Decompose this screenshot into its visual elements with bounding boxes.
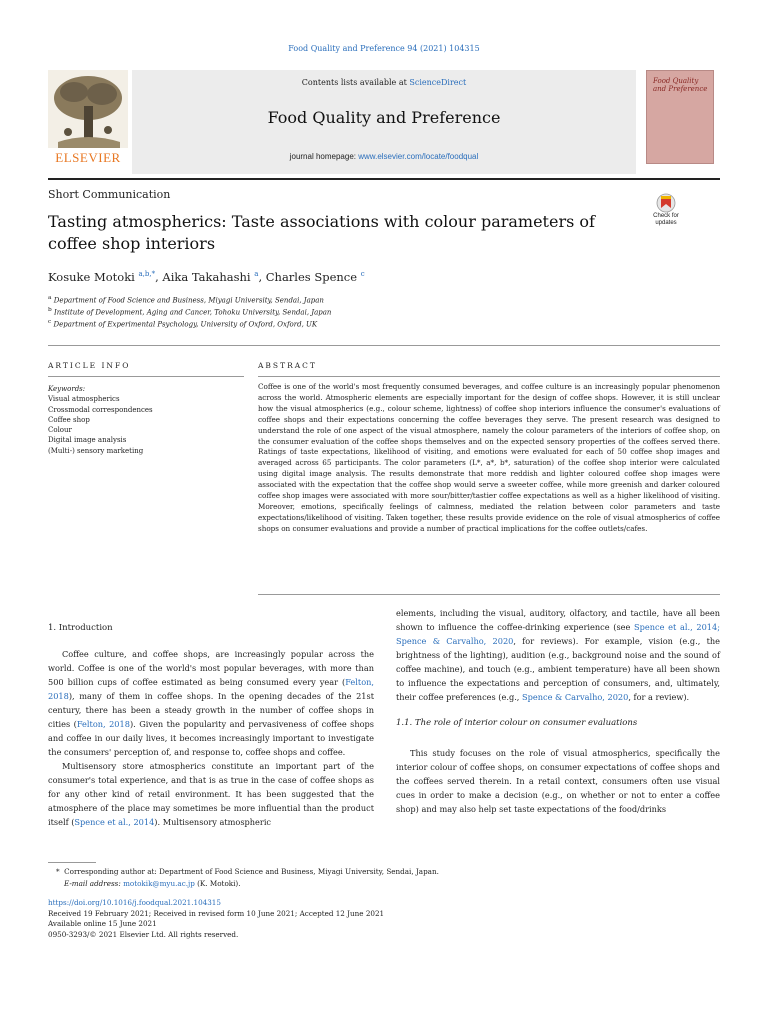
contents-prefix: Contents lists available at [301, 78, 410, 87]
corresponding-author-note [56, 866, 716, 878]
footnote-divider [48, 862, 96, 863]
author-list: Kosuke Motoki $^{a,b,*}$, Aika Takahashi $^a$, Charles Spence $^c$ [48, 270, 365, 284]
abstract-divider [258, 376, 720, 377]
article-info-heading: ARTICLE INFO [48, 361, 131, 370]
affiliation-text: Department of Experimental Psychology, University of Oxford, Oxford, UK [53, 320, 318, 329]
keyword: (Multi-) sensory marketing [48, 446, 144, 455]
affiliation [48, 319, 317, 328]
affiliation [48, 307, 331, 316]
paragraph-text: Coffee culture, and coffee shops, are increasingly popular across the world. Coffee is one of the world's most popular beverages, with more than 500 billion cups of coffee estimated as being consumed every year ( [48, 649, 374, 687]
keyword: Digital image analysis [48, 436, 127, 445]
abstract-text: Coffee is one of the world's most frequently consumed beverages, and coffee culture is an increasingly popular phenomenon across the world. Atmospheric elements are especially important for the design of coffee shops. However, it is still unclear how the visual atmospherics (e.g., colour scheme, lightness) of coffee shop interiors influence the consumer's evaluations of coffee shops and their expectations concerning the coffee beverages they serve. The present research was designed to understand the role of one aspect of the visual atmosphere, namely the colour parameters of the interiors of coffee shop, on the consumer evaluation of the coffee shops themselves and on the expected sensory properties of the coffees served there. Ratings of taste expectations, likelihood of visiting, and emotions were evaluated for each of 50 coffee shop images and averaged across 65 participants. The color parameters (L*, a*, b*, saturation) of the coffee shop interior were calculated using digital image analysis. The results demonstrate that more reddish and lighter coloured coffee shop images were associated with the expectation that the coffee shop would serve a sweeter coffee, while more greenish and darker coloured coffee shop images were associated with more sour/bitter/tastier coffee expectations as well as a higher likelihood of visiting. Moreover, emotions, specifically feelings of calmness, mediated the relation between color parameters and taste expectations/likelihood of visiting. Taken together, these results provide evidence on the role of visual atmospherics of coffee shops on consumer evaluations and provide a number of practical implications for the coffee outlets/cafes. [258, 382, 720, 533]
author-name[interactable]: Kosuke Motoki [48, 270, 135, 284]
email-label: E-mail address: [64, 879, 124, 888]
article-title: Tasting atmospherics: Taste associations with colour parameters of coffee shop interiors [48, 212, 595, 253]
journal-reference[interactable]: Food Quality and Preference 94 (2021) 104315 [288, 44, 480, 53]
homepage-link[interactable]: www.elsevier.com/locate/foodqual [358, 152, 479, 161]
paragraph-text: ). Given the popularity and pervasiveness of coffee shops and coffee in our daily lives, it becomes increasingly important to investigate the consumers' perception of, and response to, coffee shops and coffee. [48, 719, 374, 757]
affiliation-text: Department of Food Science and Business, Miyagi University, Sendai, Japan [53, 296, 324, 305]
paragraph: This study focuses on the role of visual atmospherics, specifically the interior colour of coffee shops, on consumer expectations of coffee shops and the coffees served therein. In a retail context, consumers often use visual cues in order to make a decision (e.g., on whether or not to enter a coffee shop) and may also help set taste expectations of the food/drinks [396, 748, 720, 814]
author-affiliation-marker[interactable]: a,b,* [138, 270, 156, 279]
article-type: Short Communication [48, 188, 171, 201]
check-for-updates-label[interactable]: Check for updates [653, 213, 679, 226]
received-dates: Received 19 February 2021; Received in revised form 10 June 2021; Accepted 12 June 2021 [48, 908, 385, 918]
journal-title: Food Quality and Preference [267, 108, 501, 127]
abstract-bottom-divider [258, 594, 720, 595]
doi-link[interactable]: https://doi.org/10.1016/j.foodqual.2021.104315 [48, 898, 221, 907]
body-column-right [396, 606, 720, 816]
sciencedirect-link[interactable]: ScienceDirect [409, 78, 467, 87]
article-info-divider [48, 376, 244, 377]
footnote [56, 866, 716, 890]
affiliation-marker: a [48, 295, 52, 301]
email-line [56, 878, 716, 890]
subsection-heading: 1.1. The role of interior colour on consumer evaluations [396, 718, 638, 728]
citation-link[interactable]: Spence & Carvalho, 2020 [522, 692, 629, 702]
affiliation [48, 295, 324, 304]
author-name[interactable]: Charles Spence [265, 270, 358, 284]
footnote-text: Corresponding author at: Department of Food Science and Business, Miyagi University, Sendai, Japan. [64, 867, 439, 876]
author-affiliation-marker[interactable]: c [360, 270, 365, 279]
paragraph-text: , for reviews). For example, vision (e.g., the brightness of the lighting), audition (e.g., background noise and the sound of coffee machine), and touch (e.g., ambient temperature) have all been shown to influence the expectations and perception of consumers, and, ultimately, their coffee preferences (e.g., [396, 636, 720, 702]
cover-title: Food Quality and Preference [653, 77, 708, 93]
copyright: 0950-3293/© 2021 Elsevier Ltd. All rights reserved. [48, 929, 239, 939]
paragraph-text: , for a review). [628, 692, 690, 702]
abstract-heading: ABSTRACT [258, 361, 317, 370]
homepage-prefix: journal homepage: [289, 152, 359, 161]
article-footer [48, 898, 720, 940]
section-heading-introduction: 1. Introduction [48, 623, 113, 633]
email-link[interactable]: motokik@myu.ac.jp [123, 879, 195, 888]
available-online: Available online 15 June 2021 [48, 919, 157, 928]
affiliation-marker: b [48, 307, 52, 313]
affiliation-marker: c [48, 319, 52, 325]
paragraph-text: ), many of them in coffee shops. In the opening decades of the 21st century, there has been a steady growth in the number of coffee shops in cities ( [48, 691, 374, 729]
section-divider [48, 345, 720, 346]
body-column-left [48, 621, 374, 829]
paragraph-text: Multisensory store atmospherics constitute an important part of the consumer's total experience, and that is as true in the case of coffee shops as for any other kind of retail environment. It has been suggested that the atmosphere of the place may sometimes be more influential than the product itself ( [48, 761, 374, 827]
paragraph [396, 606, 720, 704]
journal-cover-thumbnail[interactable] [646, 70, 714, 164]
keywords-label: Keywords: [48, 385, 86, 393]
citation-link[interactable]: Spence et al., 2014 [74, 817, 155, 827]
keyword: Visual atmospherics [48, 395, 120, 404]
keyword: Crossmodal correspondences [48, 405, 153, 414]
keyword: Colour [48, 426, 72, 435]
citation-link[interactable]: Spence et al., 2014; Spence & Carvalho, 2020 [396, 622, 720, 646]
email-suffix: (K. Motoki). [194, 879, 241, 888]
keywords-block [48, 384, 248, 456]
paragraph [48, 647, 374, 759]
footnote-marker: * [56, 867, 60, 876]
header-divider [48, 178, 720, 180]
paragraph-text: ). Multisensory atmospheric [154, 817, 272, 827]
paragraph [48, 759, 374, 829]
keyword: Coffee shop [48, 415, 90, 424]
paragraph-text: elements, including the visual, auditory, olfactory, and tactile, have all been shown to influence the coffee-drinking experience (see [396, 608, 720, 632]
author-affiliation-marker[interactable]: a [254, 270, 259, 279]
citation-link[interactable]: Felton, 2018 [76, 719, 130, 729]
elsevier-wordmark: ELSEVIER [55, 150, 121, 165]
citation-link[interactable]: Felton, 2018 [48, 677, 374, 701]
author-name[interactable]: Aika Takahashi [162, 270, 251, 284]
affiliation-text: Institute of Development, Aging and Cancer, Tohoku University, Sendai, Japan [53, 308, 332, 317]
